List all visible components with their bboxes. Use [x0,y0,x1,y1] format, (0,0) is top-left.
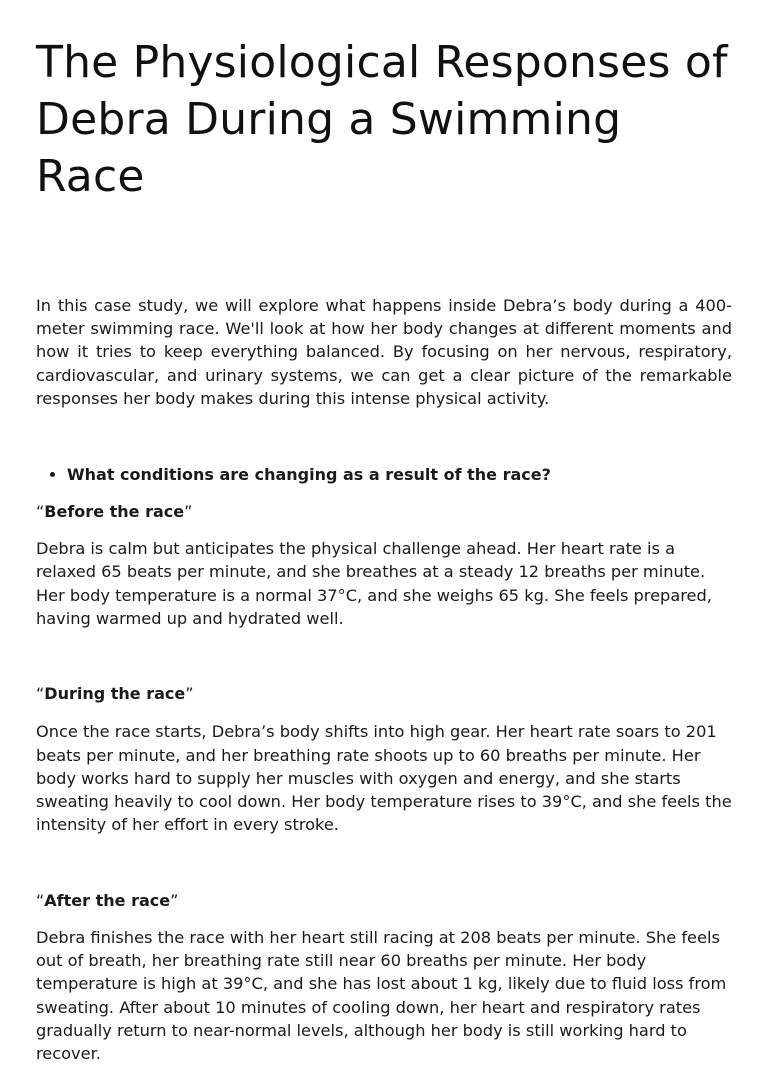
section-heading-after-text: After the race [44,890,171,910]
question-list [36,463,732,486]
section-paragraph-during: Once the race starts, Debra’s body shifts into high gear. Her heart rate soars to 201 beats per minute, and her breathing rate shoots up to 60 breaths per minute. Her body works hard to supply her muscles with oxygen and energy, and she starts sweating heavily to cool down. Her body temperature rises to 39°C, and she feels the intensity of her effort in every stroke. [36,722,732,835]
section-heading-during: “During the race” [36,684,194,704]
document-page [36,0,732,1065]
question-item: • What conditions are changing as a result of the race? [67,463,732,486]
section-heading-before-text: Before the race [44,502,185,522]
document-title: The Physiological Responses of Debra During a Swimming Race [36,37,728,202]
section-heading-before: “Before the race” [36,502,193,522]
intro-paragraph: In this case study, we will explore what happens inside Debra’s body during a 400-meter swimming race. We'll look at how her body changes at different moments and how it tries to keep everything balanced. By focusing on her nervous, respiratory, cardiovascular, and urinary systems, we can get a clear picture of the remarkable responses her body makes during this intense physical activity. [36,296,732,408]
section-paragraph-after: Debra finishes the race with her heart still racing at 208 beats per minute. She feels out of breath, her breathing rate still near 60 breaths per minute. Her body temperature is high at 39°C, and she has lost about 1 kg, likely due to fluid loss from sweating. After about 10 minutes of cooling down, her heart and respiratory rates gradually return to near-normal levels, although her body is still working hard to recover. [36,927,727,1064]
section-heading-during-text: During the race [44,684,186,704]
section-paragraph-before: Debra is calm but anticipates the physical challenge ahead. Her heart rate is a relaxed 65 beats per minute, and she breathes at a steady 12 breaths per minute. Her body temperature is a normal 37°C, and she weighs 65 kg. She feels prepared, having warmed up and hydrated well. [36,539,712,628]
section-heading-after: “After the race” [36,890,179,910]
